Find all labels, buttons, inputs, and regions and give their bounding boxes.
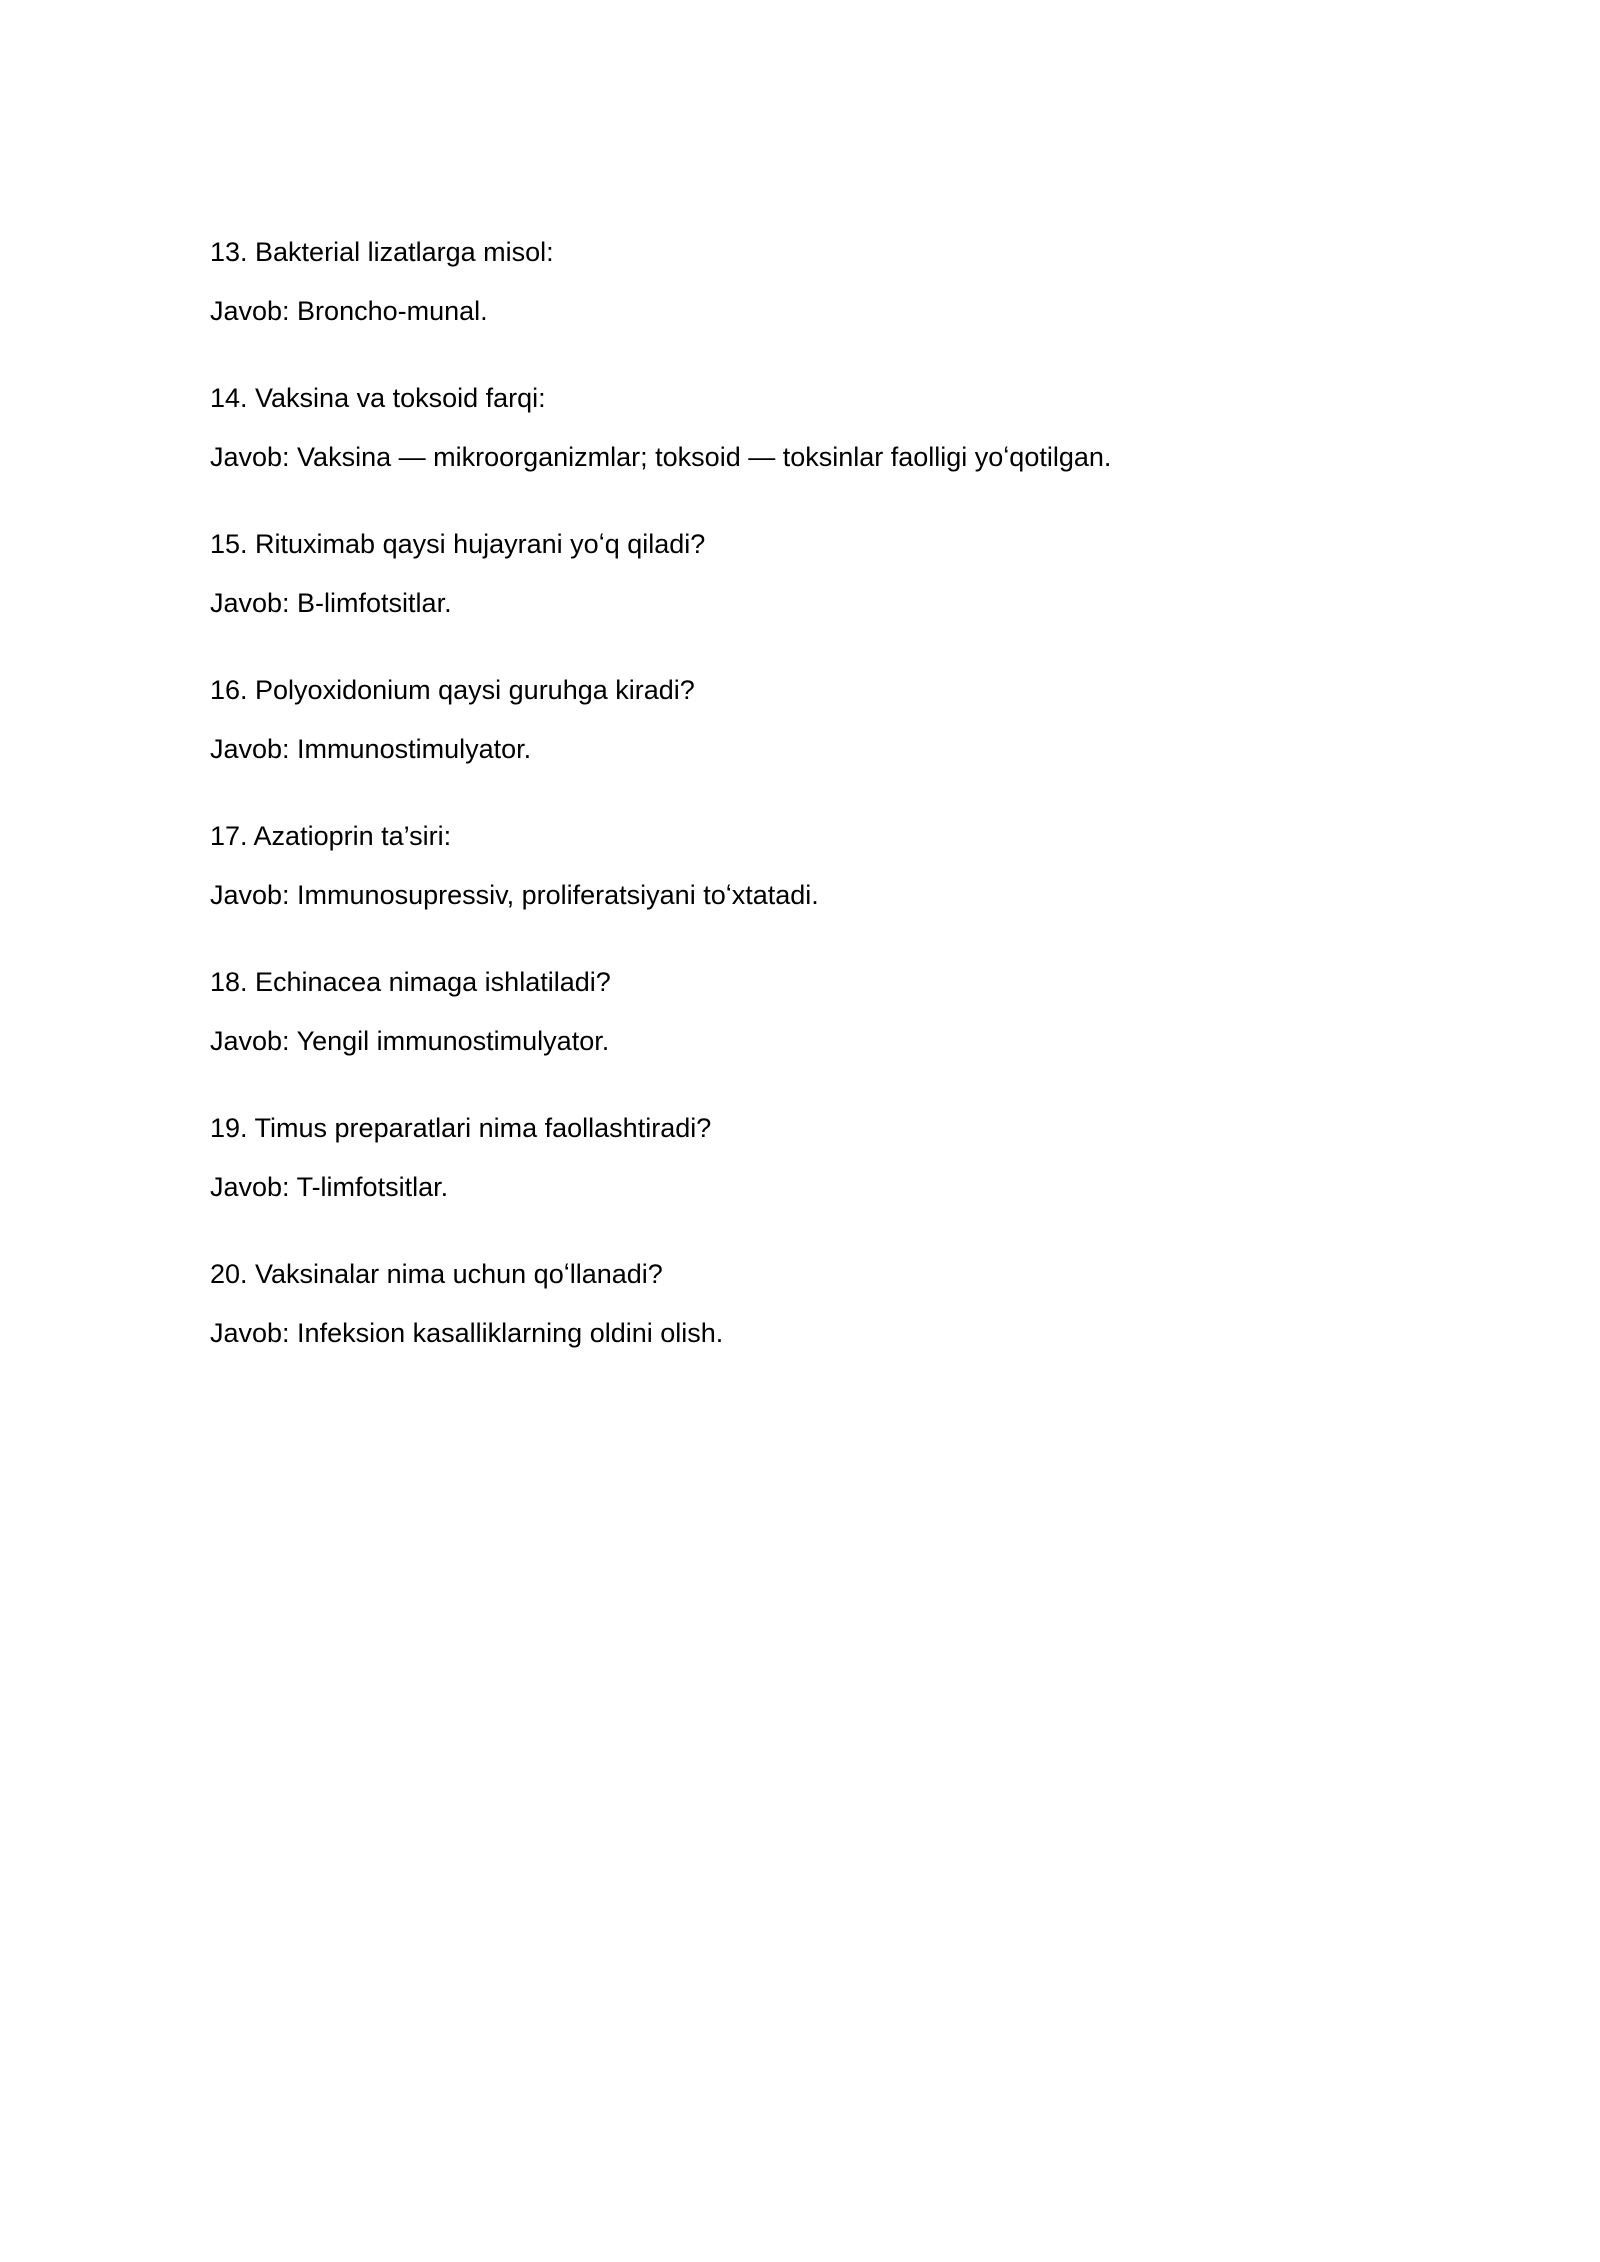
- answer-text: Javob: B-limfotsitlar.: [210, 588, 452, 618]
- question-text: 15. Rituximab qaysi hujayrani yoʻq qiladi?: [210, 529, 706, 559]
- qa-item-19: [210, 1112, 1410, 1258]
- qa-item-18: [210, 966, 1410, 1112]
- answer-text: Javob: Vaksina — mikroorganizmlar; toksoid — toksinlar faolligi yoʻqotilgan.: [210, 442, 1112, 472]
- question-text: 18. Echinacea nimaga ishlatiladi?: [210, 967, 611, 997]
- question-text: 19. Timus preparatlari nima faollashtiradi?: [210, 1113, 712, 1143]
- answer-text: Javob: Yengil immunostimulyator.: [210, 1026, 610, 1056]
- answer-text: Javob: T-limfotsitlar.: [210, 1172, 449, 1202]
- qa-item-14: [210, 382, 1410, 528]
- question-text: 14. Vaksina va toksoid farqi:: [210, 383, 546, 413]
- qa-list: [210, 236, 1410, 1404]
- answer-text: Javob: Infeksion kasalliklarning oldini olish.: [210, 1318, 724, 1348]
- qa-item-17: [210, 820, 1410, 966]
- answer-text: Javob: Broncho-munal.: [210, 296, 488, 326]
- qa-item-20: [210, 1258, 1410, 1404]
- question-text: 13. Bakterial lizatlarga misol:: [210, 237, 554, 267]
- qa-item-16: [210, 674, 1410, 820]
- answer-text: Javob: Immunosupressiv, proliferatsiyani toʻxtatadi.: [210, 880, 819, 910]
- qa-item-13: [210, 236, 1410, 382]
- answer-text: Javob: Immunostimulyator.: [210, 734, 532, 764]
- qa-item-15: [210, 528, 1410, 674]
- question-text: 16. Polyoxidonium qaysi guruhga kiradi?: [210, 675, 695, 705]
- question-text: 20. Vaksinalar nima uchun qoʻllanadi?: [210, 1259, 663, 1289]
- question-text: 17. Azatioprin ta’siri:: [210, 821, 452, 851]
